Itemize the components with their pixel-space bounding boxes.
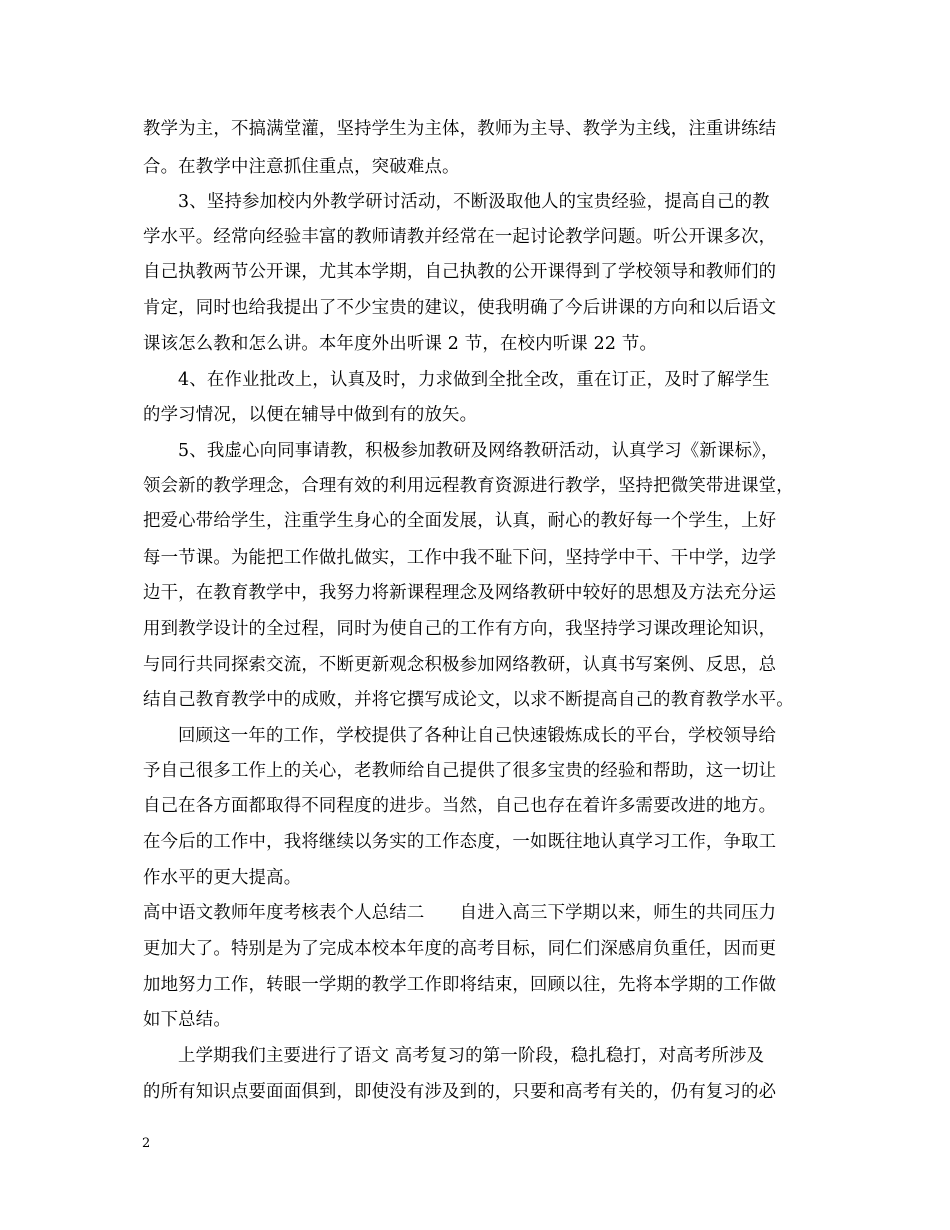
text-line: 的所有知识点要面面俱到，即使没有涉及到的，只要和高考有关的，仍有复习的必	[143, 1082, 777, 1102]
text-line: 用到教学设计的全过程，同时为使自己的工作有方向，我坚持学习课改理论知识，	[143, 619, 777, 639]
text-line: 每一节课。为能把工作做扎做实，工作中我不耻下问，坚持学中干、干中学，边学	[143, 548, 777, 568]
text-line: 肯定，同时也给我提出了不少宝贵的建议，使我明确了今后讲课的方向和以后语文	[143, 298, 777, 318]
text-line: 上学期我们主要进行了语文 高考复习的第一阶段，稳扎稳打，对高考所涉及	[178, 1046, 765, 1066]
text-line: 4、在作业批改上，认真及时，力求做到全批全改，重在订正，及时了解学生	[178, 370, 770, 390]
page-number: 2	[142, 1136, 151, 1151]
text-line: 自己在各方面都取得不同程度的进步。当然，自己也存在着许多需要改进的地方。	[143, 796, 777, 816]
text-line: 予自己很多工作上的关心，老教师给自己提供了很多宝贵的经验和帮助，这一切让	[143, 761, 777, 781]
text-line: 教学为主，不搞满堂灌，坚持学生为主体，教师为主导、教学为主线，注重讲练结	[143, 119, 777, 139]
text-line: 5、我虚心向同事请教，积极参加教研及网络教研活动，认真学习《新课标》，	[178, 441, 779, 461]
text-line: 3、坚持参加校内外教学研讨活动，不断汲取他人的宝贵经验，提高自己的教	[178, 192, 770, 212]
text-line: 如下总结。	[143, 1010, 231, 1030]
text-line: 回顾这一年的工作，学校提供了各种让自己快速锻炼成长的平台，学校领导给	[178, 726, 777, 746]
text-line: 作水平的更大提高。	[143, 868, 302, 888]
text-line: 更加大了。特别是为了完成本校本年度的高考目标，同仁们深感肩负重任，因而更	[143, 939, 777, 959]
text-line: 自己执教两节公开课，尤其本学期，自己执教的公开课得到了学校领导和教师们的	[143, 262, 777, 282]
section-heading-line: 高中语文教师年度考核表个人总结二 自进入高三下学期以来，师生的共同压力	[143, 903, 777, 923]
text-line: 的学习情况，以便在辅导中做到有的放矢。	[143, 405, 478, 425]
text-line: 课该怎么教和怎么讲。本年度外出听课 2 节，在校内听课 22 节。	[143, 334, 658, 354]
text-line: 把爱心带给学生，注重学生身心的全面发展，认真，耐心的教好每一个学生，上好	[143, 511, 777, 531]
text-line: 边干，在教育教学中，我努力将新课程理念及网络教研中较好的思想及方法充分运	[143, 583, 777, 603]
text-line: 合。在教学中注意抓住重点，突破难点。	[143, 157, 460, 177]
text-line: 结自己教育教学中的成败，并将它撰写成论文，以求不断提高自己的教育教学水平。	[143, 690, 794, 710]
text-line: 与同行共同探索交流，不断更新观念积极参加网络教研，认真书写案例、反思，总	[143, 655, 777, 675]
text-line: 加地努力工作，转眼一学期的教学工作即将结束，回顾以往，先将本学期的工作做	[143, 975, 777, 995]
text-line: 在今后的工作中，我将继续以务实的工作态度，一如既往地认真学习工作，争取工	[143, 832, 777, 852]
text-line: 领会新的教学理念，合理有效的利用远程教育资源进行教学，坚持把微笑带进课堂，	[143, 476, 794, 496]
text-line: 学水平。经常向经验丰富的教师请教并经常在一起讨论教学问题。听公开课多次，	[143, 227, 777, 247]
